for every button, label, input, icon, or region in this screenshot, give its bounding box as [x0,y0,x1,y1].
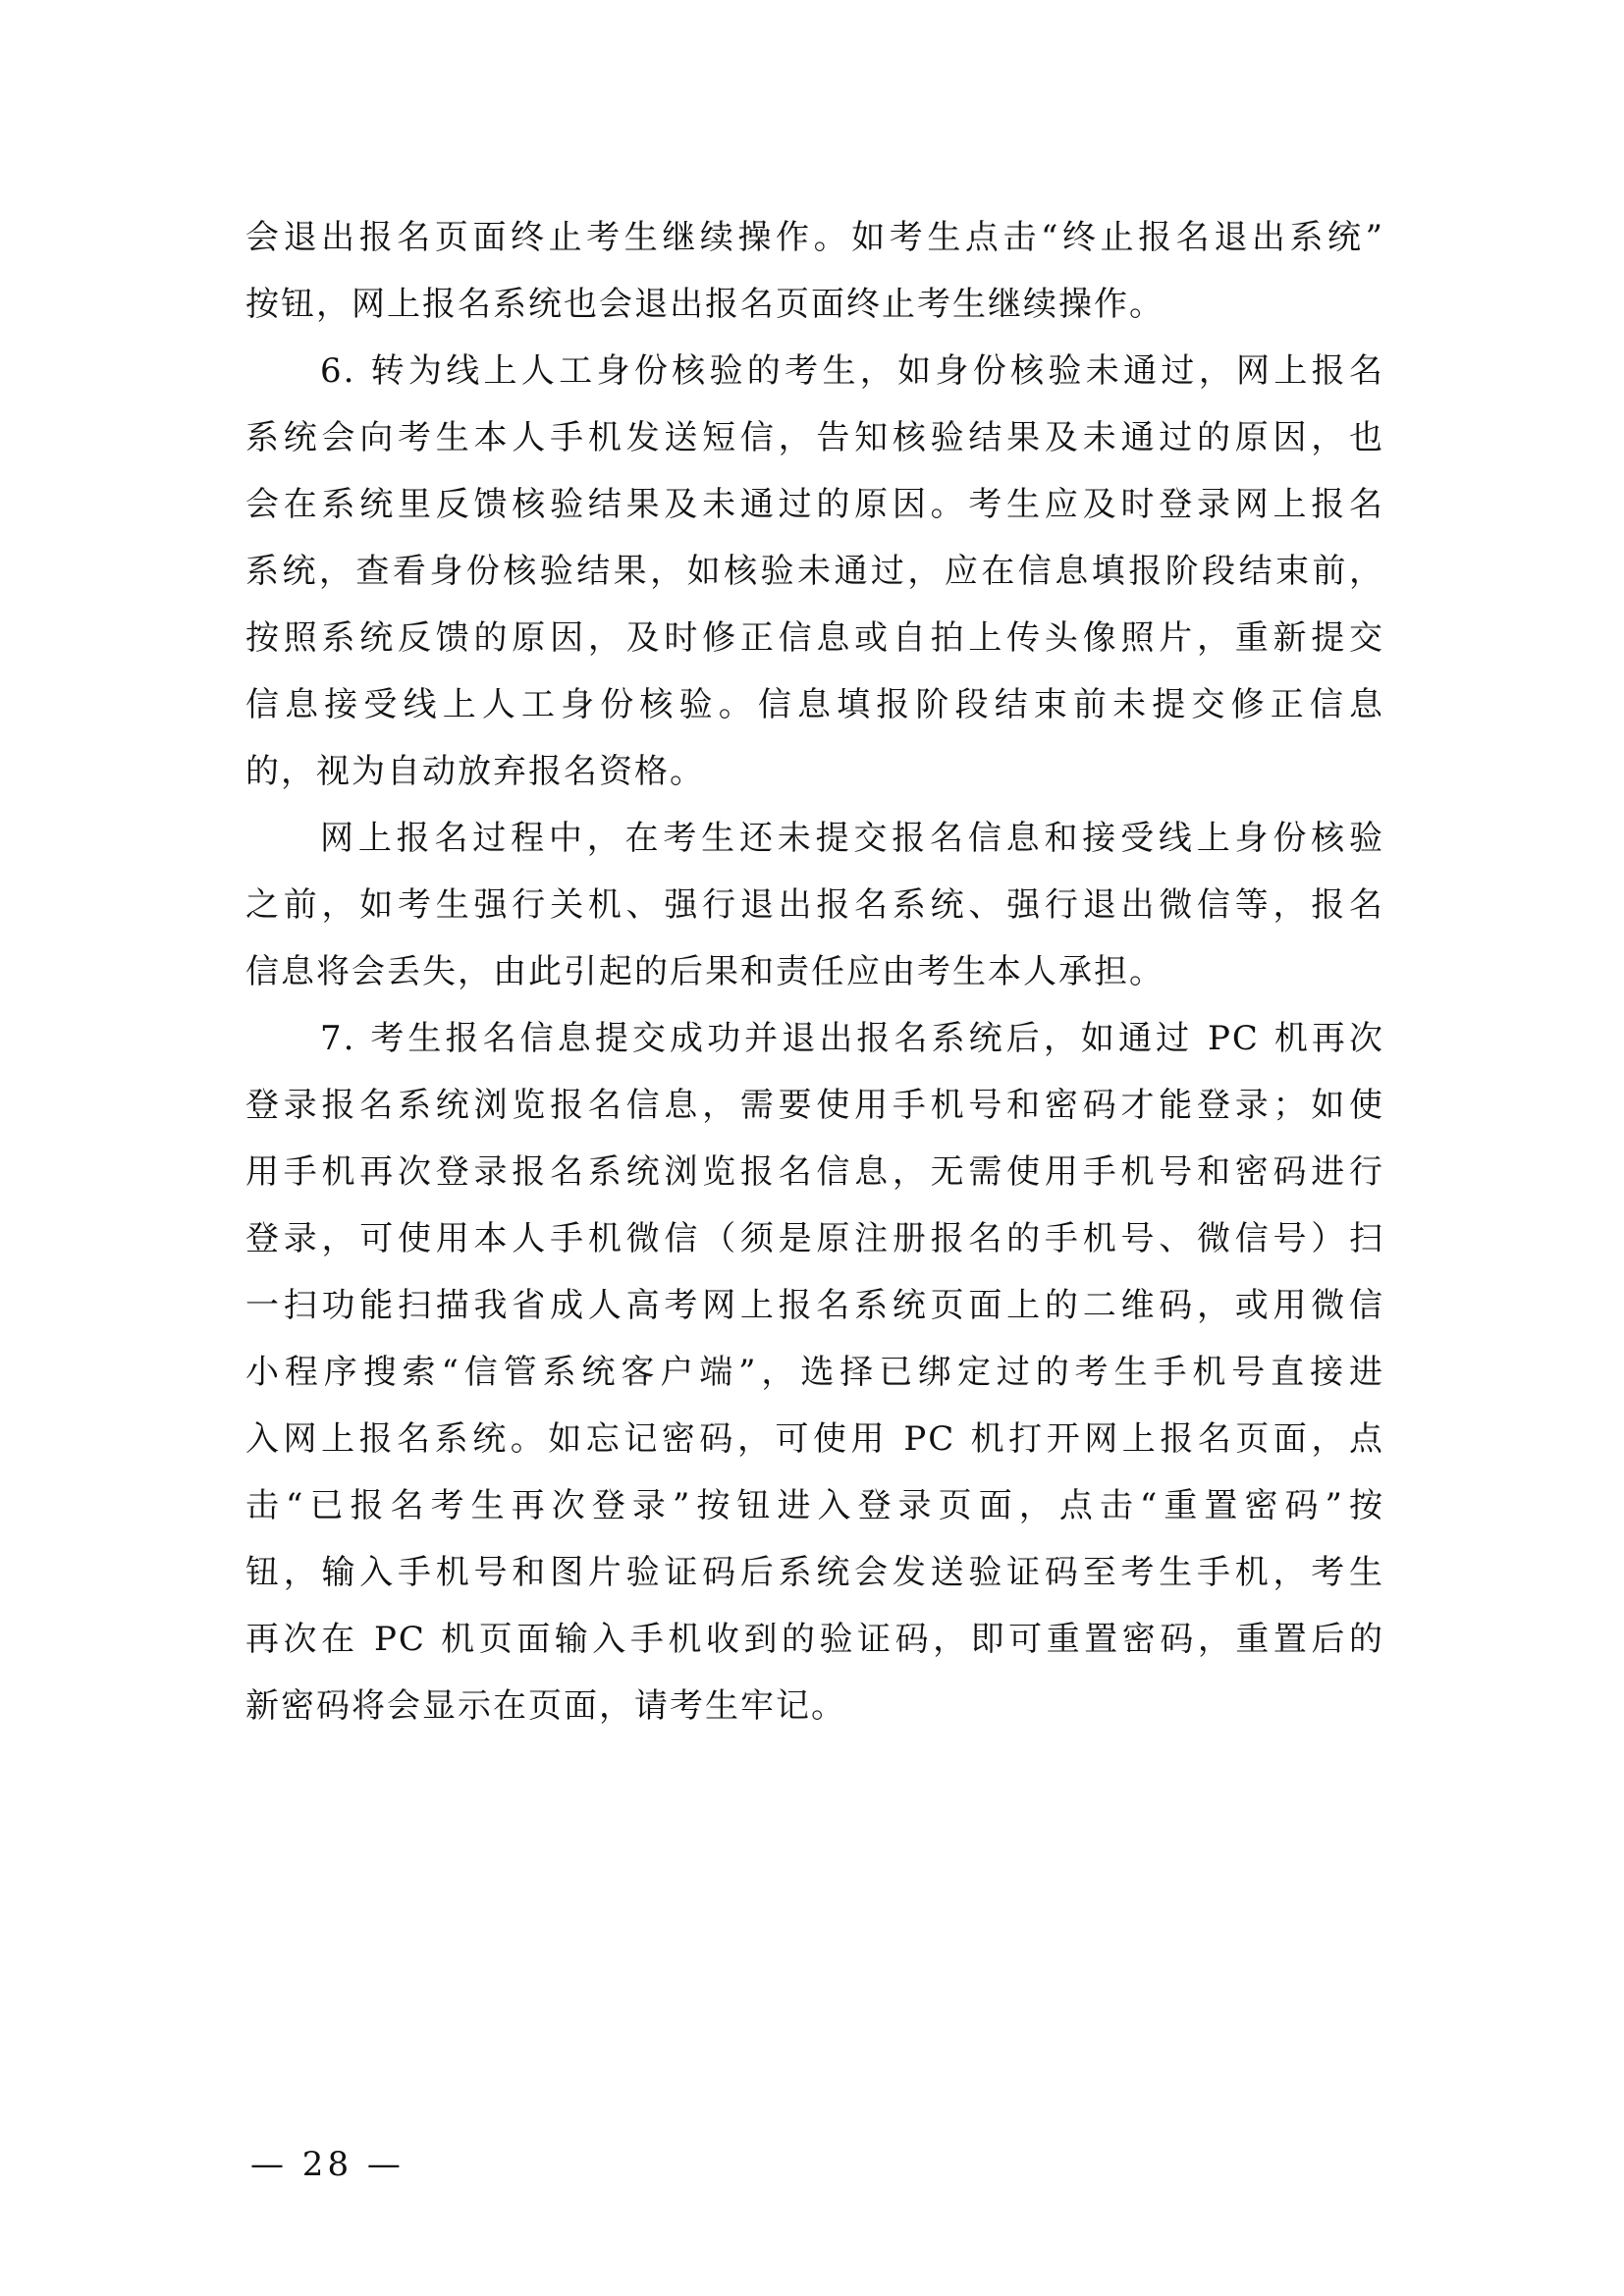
text-line: 会退出报名页面终止考生继续操作。如考生点击“终止报名退出系统” [245,218,1384,257]
text-line: 小程序搜索“信管系统客户端”，选择已绑定过的考生手机号直接进 [245,1353,1384,1392]
text-line: 再次在 PC 机页面输入手机收到的验证码，即可重置密码，重置后的 [245,1620,1384,1659]
text-line: 网上报名过程中，在考生还未提交报名信息和接受线上身份核验 [320,819,1384,858]
text-line: 用手机再次登录报名系统浏览报名信息，无需使用手机号和密码进行 [245,1152,1384,1192]
text-line: 按照系统反馈的原因，及时修正信息或自拍上传头像照片，重新提交 [245,618,1384,658]
text-line: 登录，可使用本人手机微信（须是原注册报名的手机号、微信号）扫 [245,1219,1384,1258]
text-line: 击“已报名考生再次登录”按钮进入登录页面，点击“重置密码”按 [245,1486,1384,1525]
paragraph [245,338,1384,805]
text-line: 信息将会丢失，由此引起的后果和责任应由考生本人承担。 [245,952,1164,991]
paragraph [245,204,1384,338]
text-line: 信息接受线上人工身份核验。信息填报阶段结束前未提交修正信息 [245,685,1384,724]
text-line: 6. 转为线上人工身份核验的考生，如身份核验未通过，网上报名 [320,351,1384,391]
text-line: 入网上报名系统。如忘记密码，可使用 PC 机打开网上报名页面，点 [245,1419,1384,1459]
text-line: 一扫功能扫描我省成人高考网上报名系统页面上的二维码，或用微信 [245,1286,1384,1325]
text-line: 系统会向考生本人手机发送短信，告知核验结果及未通过的原因，也 [245,418,1384,457]
text-line: 按钮，网上报名系统也会退出报名页面终止考生继续操作。 [245,285,1164,324]
document-body [245,204,1384,1739]
text-line: 的，视为自动放弃报名资格。 [245,752,705,791]
text-line: 会在系统里反馈核验结果及未通过的原因。考生应及时登录网上报名 [245,485,1384,524]
text-line: 系统，查看身份核验结果，如核验未通过，应在信息填报阶段结束前， [245,552,1384,591]
text-line: 登录报名系统浏览报名信息，需要使用手机号和密码才能登录；如使 [245,1086,1384,1125]
text-line: 钮，输入手机号和图片验证码后系统会发送验证码至考生手机，考生 [245,1553,1384,1592]
text-line: 7. 考生报名信息提交成功并退出报名系统后，如通过 PC 机再次 [320,1019,1384,1058]
page-number: — 28 — [250,2145,405,2184]
text-line: 新密码将会显示在页面，请考生牢记。 [245,1686,846,1726]
text-line: 之前，如考生强行关机、强行退出报名系统、强行退出微信等，报名 [245,885,1384,925]
paragraph [245,805,1384,1005]
paragraph [245,1005,1384,1739]
